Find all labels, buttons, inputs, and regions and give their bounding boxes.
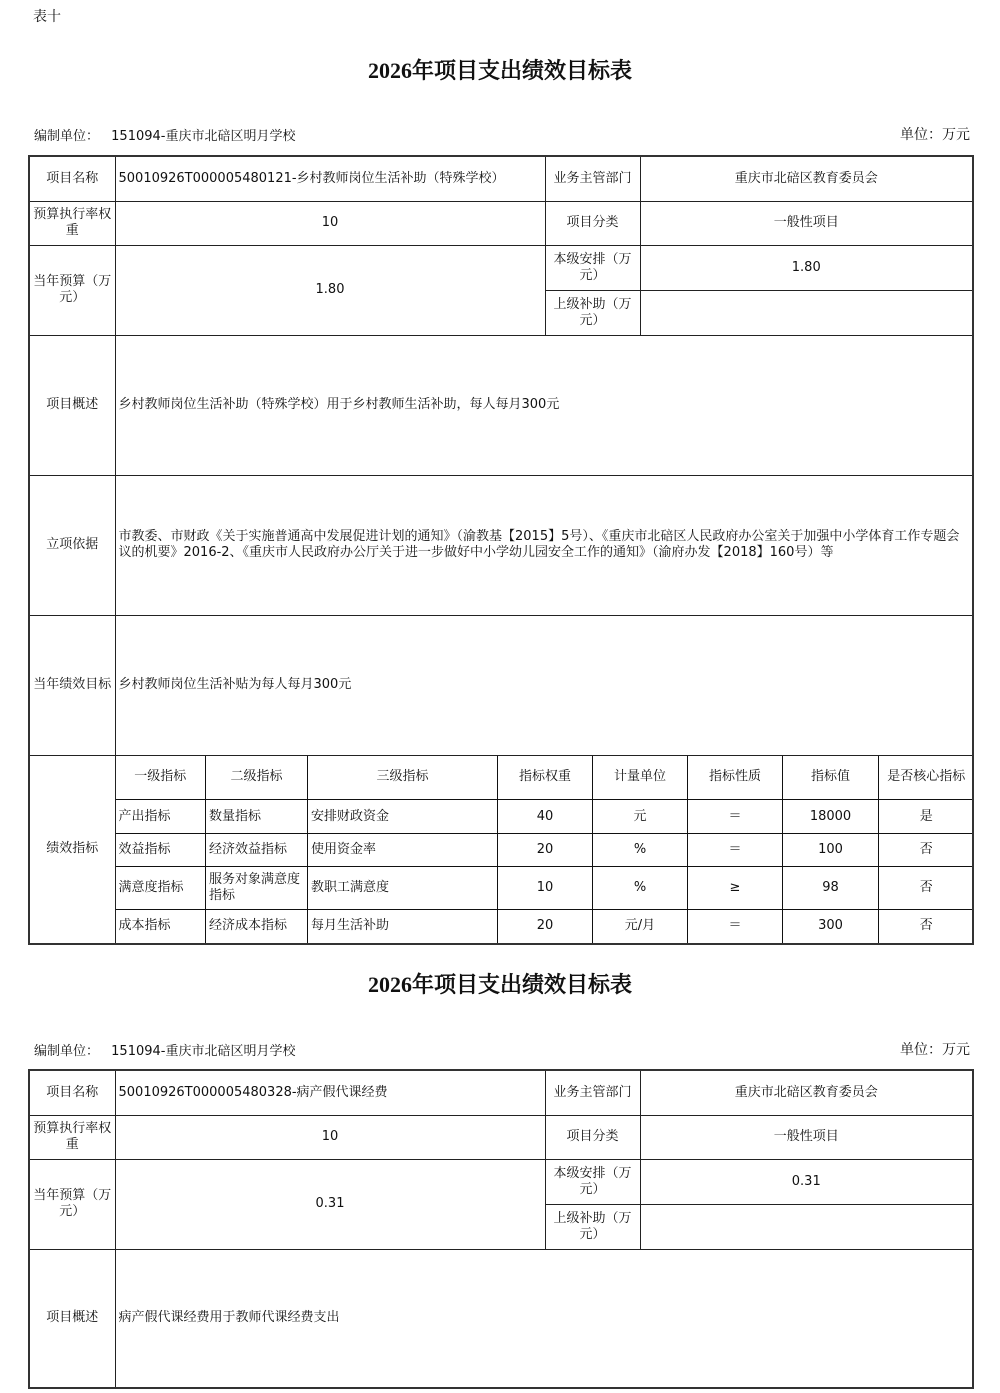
weight-cell: 40 xyxy=(498,800,593,834)
indicator-row xyxy=(116,910,974,943)
level2-cell: 经济成本指标 xyxy=(206,910,308,943)
indicators-cell xyxy=(115,755,973,944)
local-value: 1.80 xyxy=(640,245,973,290)
level1-cell: 成本指标 xyxy=(116,910,206,943)
project-name-label: 项目名称 xyxy=(29,1070,115,1115)
dept-value: 重庆市北碚区教育委员会 xyxy=(640,1070,973,1115)
unit-cell: 元/月 xyxy=(593,910,688,943)
table-title: 2026年项目支出绩效目标表 xyxy=(367,972,632,997)
level1-cell: 满意度指标 xyxy=(116,867,206,910)
compiler-unit xyxy=(34,1040,295,1059)
value-cell: 98 xyxy=(783,867,879,910)
compiler-label: 编制单位： xyxy=(34,1044,100,1059)
weight-cell: 20 xyxy=(498,834,593,867)
header-level3: 三级指标 xyxy=(308,756,498,800)
core-cell: 是 xyxy=(879,800,974,834)
core-cell: 否 xyxy=(879,834,974,867)
indicators-label: 绩效指标 xyxy=(29,755,115,944)
core-cell: 否 xyxy=(879,867,974,910)
level2-cell: 经济效益指标 xyxy=(206,834,308,867)
category-value: 一般性项目 xyxy=(640,201,973,245)
budget-label: 当年预算（万元） xyxy=(29,245,115,335)
header-core: 是否核心指标 xyxy=(879,756,974,800)
value-cell: 300 xyxy=(783,910,879,943)
nature-cell: ≥ xyxy=(688,867,783,910)
overview-text: 病产假代课经费用于教师代课经费支出 xyxy=(115,1249,973,1388)
level1-cell: 产出指标 xyxy=(116,800,206,834)
dept-label: 业务主管部门 xyxy=(545,1070,640,1115)
category-label: 项目分类 xyxy=(545,201,640,245)
header-value: 指标值 xyxy=(783,756,879,800)
local-label: 本级安排（万元） xyxy=(545,245,640,290)
upper-label: 上级补助（万元） xyxy=(545,1204,640,1249)
compiler-value: 151094-重庆市北碚区明月学校 xyxy=(111,129,296,144)
overview-label: 项目概述 xyxy=(29,1249,115,1388)
budget-value: 0.31 xyxy=(115,1159,545,1249)
performance-table-1 xyxy=(28,155,974,945)
goal-text: 乡村教师岗位生活补贴为每人每月300元 xyxy=(115,615,973,755)
budget-value: 1.80 xyxy=(115,245,545,335)
upper-value xyxy=(640,1204,973,1249)
category-label: 项目分类 xyxy=(545,1115,640,1159)
indicator-row xyxy=(116,800,974,834)
level2-cell: 服务对象满意度指标 xyxy=(206,867,308,910)
level3-cell: 安排财政资金 xyxy=(308,800,498,834)
project-name-label: 项目名称 xyxy=(29,156,115,201)
dept-label: 业务主管部门 xyxy=(545,156,640,201)
nature-cell: ＝ xyxy=(688,834,783,867)
goal-label: 当年绩效目标 xyxy=(29,615,115,755)
level3-cell: 使用资金率 xyxy=(308,834,498,867)
exec-weight-value: 10 xyxy=(115,201,545,245)
header-level1: 一级指标 xyxy=(116,756,206,800)
local-label: 本级安排（万元） xyxy=(545,1159,640,1204)
local-value: 0.31 xyxy=(640,1159,973,1204)
upper-label: 上级补助（万元） xyxy=(545,290,640,335)
overview-label: 项目概述 xyxy=(29,335,115,475)
compiler-value: 151094-重庆市北碚区明月学校 xyxy=(111,1044,296,1059)
compiler-label: 编制单位： xyxy=(34,129,100,144)
exec-weight-label: 预算执行率权重 xyxy=(29,201,115,245)
project-name-value: 50010926T000005480328-病产假代课经费 xyxy=(115,1070,545,1115)
level2-cell: 数量指标 xyxy=(206,800,308,834)
overview-text: 乡村教师岗位生活补助（特殊学校）用于乡村教师生活补助，每人每月300元 xyxy=(115,335,973,475)
weight-cell: 20 xyxy=(498,910,593,943)
exec-weight-value: 10 xyxy=(115,1115,545,1159)
indicator-header-row xyxy=(116,756,974,800)
level3-cell: 每月生活补助 xyxy=(308,910,498,943)
currency-unit: 单位：万元 xyxy=(900,1042,970,1058)
header-level2: 二级指标 xyxy=(206,756,308,800)
table-number-label: 表十 xyxy=(33,9,61,25)
indicator-row xyxy=(116,867,974,910)
dept-value: 重庆市北碚区教育委员会 xyxy=(640,156,973,201)
unit-cell: 元 xyxy=(593,800,688,834)
nature-cell: ＝ xyxy=(688,910,783,943)
core-cell: 否 xyxy=(879,910,974,943)
budget-label: 当年预算（万元） xyxy=(29,1159,115,1249)
value-cell: 18000 xyxy=(783,800,879,834)
weight-cell: 10 xyxy=(498,867,593,910)
basis-label: 立项依据 xyxy=(29,475,115,615)
header-unit: 计量单位 xyxy=(593,756,688,800)
level1-cell: 效益指标 xyxy=(116,834,206,867)
category-value: 一般性项目 xyxy=(640,1115,973,1159)
unit-cell: % xyxy=(593,834,688,867)
unit-cell: % xyxy=(593,867,688,910)
header-weight: 指标权重 xyxy=(498,756,593,800)
header-nature: 指标性质 xyxy=(688,756,783,800)
upper-value xyxy=(640,290,973,335)
compiler-unit xyxy=(34,125,295,144)
project-name-value: 50010926T000005480121-乡村教师岗位生活补助（特殊学校） xyxy=(115,156,545,201)
table-title: 2026年项目支出绩效目标表 xyxy=(367,58,632,83)
value-cell: 100 xyxy=(783,834,879,867)
exec-weight-label: 预算执行率权重 xyxy=(29,1115,115,1159)
indicators-table xyxy=(116,756,974,943)
basis-text: 市教委、市财政《关于实施普通高中发展促进计划的通知》（渝教基【2015】5号）、《重庆市北碚区人民政府办公室关于加强中小学体育工作专题会议的机要》2016-2、《重庆市人民政府办公厅关于进一步做好中小学幼儿园安全工作的通知》（渝府办发【2018】160号）等 xyxy=(115,475,973,615)
nature-cell: ＝ xyxy=(688,800,783,834)
level3-cell: 教职工满意度 xyxy=(308,867,498,910)
currency-unit: 单位：万元 xyxy=(900,127,970,143)
indicator-row xyxy=(116,834,974,867)
performance-table-2 xyxy=(28,1069,974,1389)
